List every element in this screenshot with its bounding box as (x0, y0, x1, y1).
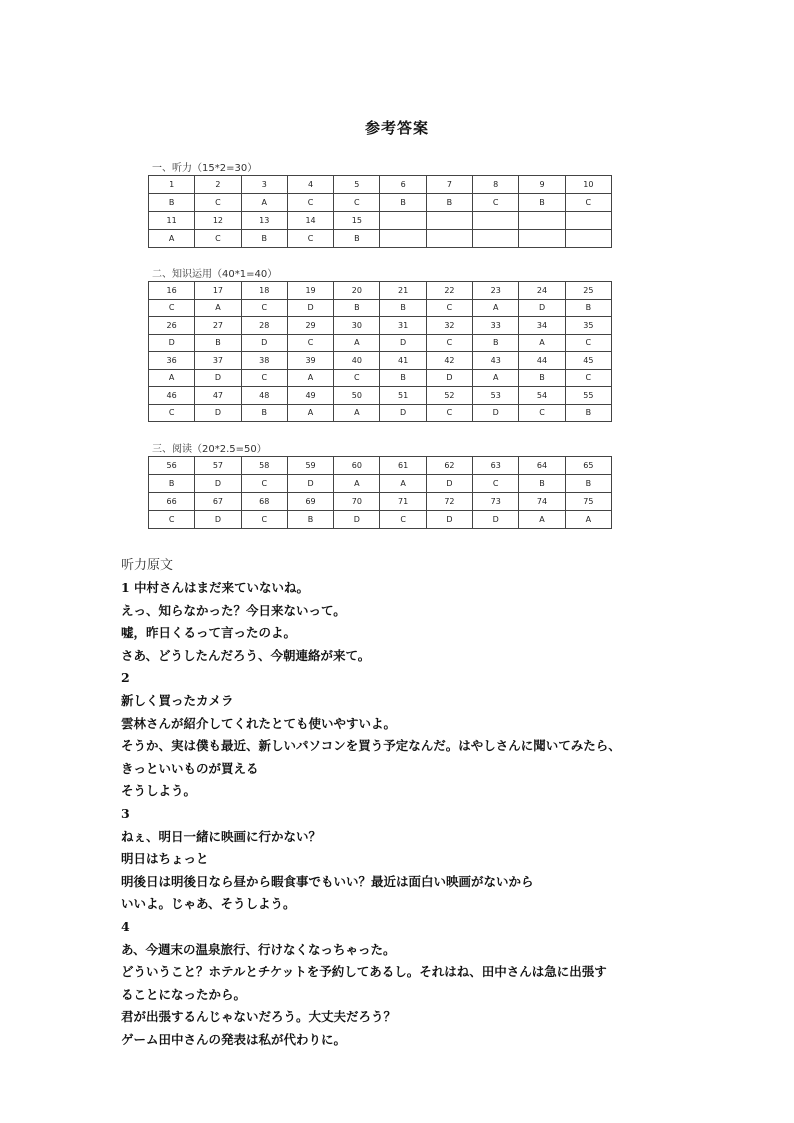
table-cell: D (519, 299, 565, 317)
transcript-line: ることになったから。 (121, 986, 247, 1002)
table-cell: A (287, 369, 333, 387)
table-cell: 74 (519, 493, 565, 511)
table-cell: D (149, 334, 195, 352)
table-cell: 75 (565, 493, 611, 511)
table-cell: 22 (426, 282, 472, 300)
table-cell: C (380, 511, 426, 529)
table-cell: A (473, 299, 519, 317)
table-cell: B (519, 475, 565, 493)
table-cell: B (380, 194, 426, 212)
table-cell (426, 212, 472, 230)
table-row (149, 387, 612, 405)
table-cell: C (473, 475, 519, 493)
transcript-line: 嘘，昨日くるって言ったのよ。 (121, 625, 297, 641)
table-cell: 4 (287, 176, 333, 194)
table-cell: C (426, 334, 472, 352)
table-cell: B (241, 230, 287, 248)
table-cell: C (195, 230, 241, 248)
table-cell: 6 (380, 176, 426, 194)
table-cell (519, 230, 565, 248)
table-cell: 50 (334, 387, 380, 405)
transcript-line: さあ、どうしたんだろう、今朝連絡が来て。 (121, 647, 371, 663)
table-cell (380, 212, 426, 230)
listening-transcript (121, 555, 681, 1051)
table-cell (426, 230, 472, 248)
table-cell: 45 (565, 352, 611, 370)
table-cell: D (287, 299, 333, 317)
table-cell: 72 (426, 493, 472, 511)
table-cell: 10 (565, 176, 611, 194)
table-cell: 49 (287, 387, 333, 405)
table-cell: 30 (334, 317, 380, 335)
transcript-line: いいよ。じゃあ、そうしよう。 (121, 896, 296, 912)
table-cell: A (519, 511, 565, 529)
table-cell: 42 (426, 352, 472, 370)
table-cell: B (426, 194, 472, 212)
table-cell: C (195, 194, 241, 212)
table-cell: 2 (195, 176, 241, 194)
table-cell: D (380, 334, 426, 352)
table-cell: B (241, 404, 287, 422)
table-cell: C (426, 404, 472, 422)
table-cell: D (195, 475, 241, 493)
table-cell: 16 (149, 282, 195, 300)
answer-table-listening (148, 175, 612, 248)
table-cell: D (195, 511, 241, 529)
table-cell: C (241, 299, 287, 317)
table-cell: 64 (519, 457, 565, 475)
table-cell: A (149, 369, 195, 387)
table-cell: 3 (241, 176, 287, 194)
transcript-line: 2 (121, 670, 130, 686)
table-cell: 40 (334, 352, 380, 370)
answer-table-knowledge (148, 281, 612, 422)
table-cell: 23 (473, 282, 519, 300)
table-row (149, 493, 612, 511)
table-cell: 19 (287, 282, 333, 300)
table-cell: 54 (519, 387, 565, 405)
table-cell: 51 (380, 387, 426, 405)
table-cell: D (287, 475, 333, 493)
table-cell: 46 (149, 387, 195, 405)
table-cell: A (241, 194, 287, 212)
table-cell: 36 (149, 352, 195, 370)
table-row (149, 194, 612, 212)
table-cell: B (334, 230, 380, 248)
transcript-line: 4 (121, 918, 130, 934)
table-cell (380, 230, 426, 248)
table-cell: C (241, 475, 287, 493)
table-cell: D (195, 404, 241, 422)
table-cell: 38 (241, 352, 287, 370)
table-cell: 53 (473, 387, 519, 405)
table-cell: B (565, 404, 611, 422)
table-cell: D (334, 511, 380, 529)
transcript-line: 1 中村さんはまだ来ていないね。 (121, 580, 310, 595)
table-cell: 67 (195, 493, 241, 511)
table-cell: 5 (334, 176, 380, 194)
table-row (149, 176, 612, 194)
table-cell: A (195, 299, 241, 317)
table-cell (565, 230, 611, 248)
table-cell: B (519, 194, 565, 212)
answer-table-reading (148, 456, 612, 529)
table-cell: B (195, 334, 241, 352)
table-cell: 13 (241, 212, 287, 230)
section-label-reading: 三、阅读（20*2.5=50） (152, 444, 267, 455)
table-cell: 14 (287, 212, 333, 230)
table-cell: 65 (565, 457, 611, 475)
table-row (149, 230, 612, 248)
table-cell: 34 (519, 317, 565, 335)
table-row (149, 511, 612, 529)
table-cell: C (149, 299, 195, 317)
transcript-line: 明日はちょっと (121, 851, 209, 867)
transcript-line: きっといいものが買える (121, 760, 259, 776)
table-cell: 25 (565, 282, 611, 300)
table-cell: B (473, 334, 519, 352)
transcript-line: ねぇ、明日一緒に映画に行かない？ (121, 828, 322, 844)
table-cell: 1 (149, 176, 195, 194)
table-cell: 48 (241, 387, 287, 405)
table-row (149, 369, 612, 387)
table-cell: D (426, 475, 472, 493)
table-cell: C (287, 230, 333, 248)
table-cell (473, 230, 519, 248)
transcript-line: ゲーム田中さんの発表は私が代わりに。 (121, 1031, 347, 1047)
table-cell: 27 (195, 317, 241, 335)
transcript-line: そうしよう。 (121, 783, 197, 799)
table-cell: D (380, 404, 426, 422)
section-label-knowledge: 二、知识运用（40*1=40） (152, 269, 278, 280)
transcript-line: 新しく買ったカメラ (121, 692, 234, 708)
table-cell: 15 (334, 212, 380, 230)
table-cell: 26 (149, 317, 195, 335)
table-cell: 17 (195, 282, 241, 300)
table-cell: 41 (380, 352, 426, 370)
table-cell: B (287, 511, 333, 529)
table-cell: 18 (241, 282, 287, 300)
table-cell: 69 (287, 493, 333, 511)
table-cell: C (149, 404, 195, 422)
table-cell: B (565, 475, 611, 493)
table-cell: 73 (473, 493, 519, 511)
table-cell: C (426, 299, 472, 317)
table-cell: B (149, 475, 195, 493)
table-row (149, 299, 612, 317)
table-row (149, 334, 612, 352)
table-cell: C (565, 194, 611, 212)
table-cell: A (334, 334, 380, 352)
table-cell: 28 (241, 317, 287, 335)
table-cell: 43 (473, 352, 519, 370)
table-cell: 7 (426, 176, 472, 194)
table-cell: C (565, 369, 611, 387)
table-row (149, 404, 612, 422)
table-cell: 32 (426, 317, 472, 335)
table-cell: D (473, 404, 519, 422)
transcript-line: えっ、知らなかった？今日来ないって。 (121, 602, 346, 618)
table-cell: 35 (565, 317, 611, 335)
table-cell: 70 (334, 493, 380, 511)
table-cell: D (426, 511, 472, 529)
table-cell: 44 (519, 352, 565, 370)
table-cell: A (380, 475, 426, 493)
table-cell: A (149, 230, 195, 248)
table-cell: 8 (473, 176, 519, 194)
table-cell (473, 212, 519, 230)
table-cell: D (241, 334, 287, 352)
table-cell: A (565, 511, 611, 529)
transcript-line: 明後日は明後日なら昼から暇食事でもいい？最近は面白い映画がないから (121, 873, 534, 889)
table-cell: C (241, 511, 287, 529)
table-cell: 29 (287, 317, 333, 335)
table-row (149, 282, 612, 300)
table-cell: D (426, 369, 472, 387)
table-cell: 21 (380, 282, 426, 300)
table-cell: A (473, 369, 519, 387)
table-cell: 71 (380, 493, 426, 511)
transcript-line: 3 (121, 805, 130, 821)
table-cell: 24 (519, 282, 565, 300)
table-cell: A (334, 475, 380, 493)
table-cell: 39 (287, 352, 333, 370)
table-cell: B (380, 369, 426, 387)
table-cell: 9 (519, 176, 565, 194)
table-cell: C (334, 194, 380, 212)
table-cell: C (334, 369, 380, 387)
table-cell (519, 212, 565, 230)
table-cell: B (519, 369, 565, 387)
table-cell: 20 (334, 282, 380, 300)
table-row (149, 457, 612, 475)
table-cell: 12 (195, 212, 241, 230)
transcript-line: 雲林さんが紹介してくれたとても使いやすいよ。 (121, 715, 397, 731)
transcript-heading: 听力原文 (121, 558, 174, 573)
table-cell: 47 (195, 387, 241, 405)
table-row (149, 475, 612, 493)
transcript-line: そうか、実は僕も最近、新しいパソコンを買う予定なんだ。はやしさんに聞いてみたら、 (121, 738, 621, 754)
table-cell: B (380, 299, 426, 317)
table-cell: 58 (241, 457, 287, 475)
table-cell: 33 (473, 317, 519, 335)
table-cell: 66 (149, 493, 195, 511)
table-cell: 63 (473, 457, 519, 475)
page-title: 参考答案 (364, 119, 429, 137)
table-cell: 11 (149, 212, 195, 230)
table-cell: A (334, 404, 380, 422)
table-cell: C (241, 369, 287, 387)
table-cell: 37 (195, 352, 241, 370)
table-cell (565, 212, 611, 230)
table-cell: B (149, 194, 195, 212)
table-cell: D (473, 511, 519, 529)
table-cell: 52 (426, 387, 472, 405)
table-cell: 57 (195, 457, 241, 475)
table-cell: C (287, 194, 333, 212)
table-cell: C (519, 404, 565, 422)
table-cell: 31 (380, 317, 426, 335)
table-cell: 55 (565, 387, 611, 405)
table-row (149, 212, 612, 230)
transcript-line: あ、今週末の温泉旅行、行けなくなっちゃった。 (121, 941, 396, 957)
table-cell: 56 (149, 457, 195, 475)
table-cell: D (195, 369, 241, 387)
table-cell: B (334, 299, 380, 317)
table-cell: A (287, 404, 333, 422)
transcript-line: 君が出張するんじゃないだろう。大丈夫だろう？ (121, 1009, 397, 1025)
table-row (149, 352, 612, 370)
table-cell: C (287, 334, 333, 352)
transcript-lines (121, 577, 681, 1051)
section-label-listening: 一、听力（15*2=30） (152, 163, 258, 174)
table-cell: B (565, 299, 611, 317)
table-cell: C (473, 194, 519, 212)
table-row (149, 317, 612, 335)
transcript-line: どういうこと？ホテルとチケットを予約してあるし。それはね、田中さんは急に出張す (121, 964, 607, 980)
table-cell: C (565, 334, 611, 352)
table-cell: 62 (426, 457, 472, 475)
table-cell: 59 (287, 457, 333, 475)
table-cell: 61 (380, 457, 426, 475)
table-cell: C (149, 511, 195, 529)
table-cell: 60 (334, 457, 380, 475)
table-cell: A (519, 334, 565, 352)
table-cell: 68 (241, 493, 287, 511)
